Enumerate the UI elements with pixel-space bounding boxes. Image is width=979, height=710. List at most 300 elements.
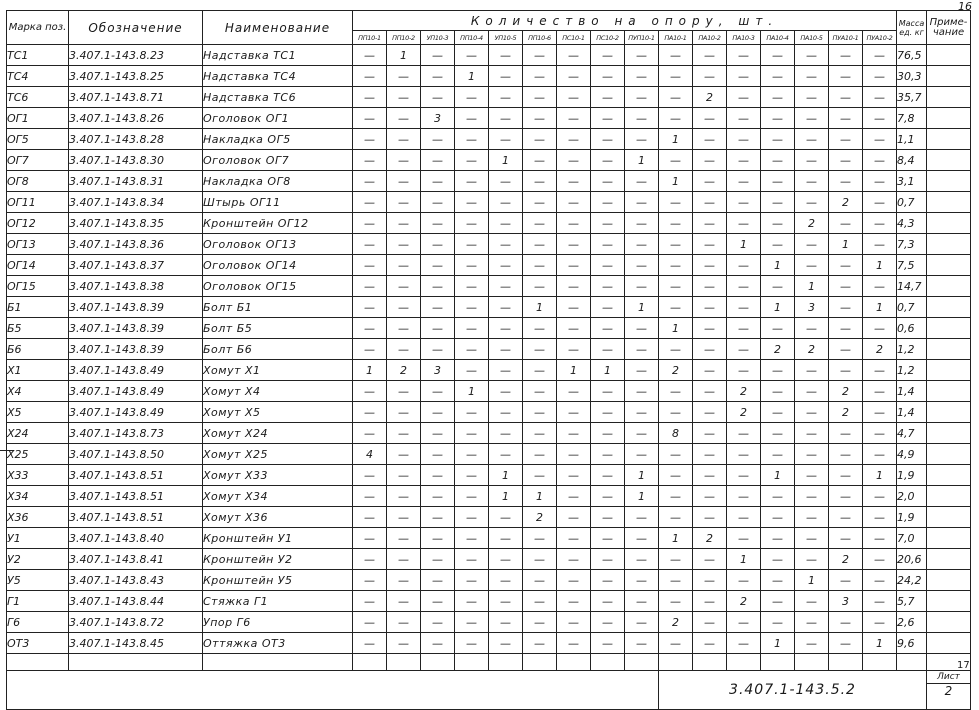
cell-name: Хомут Х1 (203, 360, 353, 381)
cell-quantity: — (387, 465, 421, 486)
cell-mass: 1,2 (897, 339, 927, 360)
cell-designation: 3.407.1-143.8.38 (69, 276, 203, 297)
cell-quantity: — (387, 549, 421, 570)
cell-designation: 3.407.1-143.8.72 (69, 612, 203, 633)
cell-quantity: — (625, 87, 659, 108)
cell-quantity: — (795, 360, 829, 381)
cell-quantity: — (353, 234, 387, 255)
cell-quantity: — (421, 87, 455, 108)
cell-note (927, 129, 971, 150)
header-support: ПА10-5 (795, 31, 829, 45)
header-support: УП10-5 (489, 31, 523, 45)
cell-quantity: — (557, 444, 591, 465)
cell-quantity: — (353, 528, 387, 549)
cell-quantity: 1 (625, 465, 659, 486)
cell-quantity: — (353, 507, 387, 528)
cell-quantity: — (455, 45, 489, 66)
cell-quantity: — (353, 423, 387, 444)
cell-quantity: — (523, 129, 557, 150)
cell-quantity: — (829, 87, 863, 108)
cell-quantity: 1 (659, 528, 693, 549)
cell-quantity: — (523, 234, 557, 255)
cell-note (927, 66, 971, 87)
cell-quantity: — (829, 360, 863, 381)
cell-designation: 3.407.1-143.8.71 (69, 87, 203, 108)
cell-mass: 0,6 (897, 318, 927, 339)
cell-note (927, 87, 971, 108)
table-row (7, 108, 971, 129)
cell-quantity: — (693, 465, 727, 486)
cell-quantity: 1 (761, 297, 795, 318)
cell-quantity: — (761, 402, 795, 423)
cell-quantity: — (829, 45, 863, 66)
header-support: ПУА10-2 (863, 31, 897, 45)
document-code: 3.407.1-143.5.2 (659, 671, 927, 710)
cell-quantity: 1 (829, 234, 863, 255)
cell-mass: 4,7 (897, 423, 927, 444)
cell-mark: ТС4 (7, 66, 69, 87)
cell-mark: ТС1 (7, 45, 69, 66)
cell-quantity: — (489, 444, 523, 465)
cell-quantity: 8 (659, 423, 693, 444)
cell-quantity: — (625, 66, 659, 87)
cell-designation: 3.407.1-143.8.35 (69, 213, 203, 234)
cell-quantity: 2 (795, 213, 829, 234)
cell-quantity: — (387, 150, 421, 171)
cell-name: Хомут Х36 (203, 507, 353, 528)
cell-quantity: — (693, 255, 727, 276)
cell-quantity: — (455, 633, 489, 654)
cell-quantity: — (455, 360, 489, 381)
cell-quantity: — (387, 570, 421, 591)
cell-quantity: — (795, 444, 829, 465)
cell-designation: 3.407.1-143.8.25 (69, 66, 203, 87)
cell-quantity: — (727, 339, 761, 360)
cell-quantity: — (659, 402, 693, 423)
cell-quantity: 2 (659, 360, 693, 381)
cell-note (927, 339, 971, 360)
cell-quantity: — (625, 45, 659, 66)
cell-note (927, 591, 971, 612)
header-quantity: Количество на опору, шт. (353, 11, 897, 31)
cell-quantity: — (387, 171, 421, 192)
cell-quantity: — (523, 591, 557, 612)
cell-quantity: — (693, 150, 727, 171)
cell-quantity: — (863, 570, 897, 591)
cell-quantity: — (489, 507, 523, 528)
cell-quantity: — (863, 66, 897, 87)
cell-quantity: — (591, 444, 625, 465)
table-row (7, 171, 971, 192)
specification-table (6, 10, 971, 710)
cell-designation: 3.407.1-143.8.43 (69, 570, 203, 591)
cell-note (927, 213, 971, 234)
cell-quantity: 1 (659, 318, 693, 339)
cell-quantity: — (795, 318, 829, 339)
cell-quantity: — (829, 486, 863, 507)
cell-quantity: — (591, 570, 625, 591)
cell-quantity: — (353, 612, 387, 633)
cell-quantity: 1 (659, 129, 693, 150)
table-row (7, 129, 971, 150)
cell-note (927, 444, 971, 465)
cell-designation: 3.407.1-143.8.49 (69, 360, 203, 381)
cell-quantity: — (557, 171, 591, 192)
cell-quantity: — (387, 423, 421, 444)
header-support: ПУП10-1 (625, 31, 659, 45)
cell-quantity: — (625, 171, 659, 192)
cell-quantity: — (489, 633, 523, 654)
cell-quantity: 1 (591, 360, 625, 381)
cell-designation: 3.407.1-143.8.26 (69, 108, 203, 129)
cell-quantity: — (659, 339, 693, 360)
cell-quantity: — (727, 297, 761, 318)
cell-quantity: — (591, 234, 625, 255)
cell-quantity: — (795, 255, 829, 276)
cell-quantity: — (523, 150, 557, 171)
cell-quantity: — (489, 108, 523, 129)
cell-quantity: — (659, 381, 693, 402)
cell-quantity: — (455, 192, 489, 213)
cell-quantity: — (591, 66, 625, 87)
cell-designation: 3.407.1-143.8.49 (69, 402, 203, 423)
cell-designation: 3.407.1-143.8.51 (69, 507, 203, 528)
cell-quantity: 1 (523, 297, 557, 318)
cell-mass: 0,7 (897, 192, 927, 213)
cell-quantity: — (727, 318, 761, 339)
cell-quantity: — (863, 87, 897, 108)
cell-quantity: — (489, 171, 523, 192)
cell-quantity: — (761, 66, 795, 87)
cell-quantity: — (455, 171, 489, 192)
cell-quantity: — (523, 171, 557, 192)
cell-quantity: 2 (523, 507, 557, 528)
cell-quantity: — (693, 507, 727, 528)
cell-quantity: 2 (795, 339, 829, 360)
cell-quantity: — (489, 66, 523, 87)
cell-name: Накладка ОГ8 (203, 171, 353, 192)
cell-quantity: 1 (795, 276, 829, 297)
cell-quantity: — (455, 444, 489, 465)
cell-note (927, 570, 971, 591)
table-row (7, 612, 971, 633)
cell-quantity: — (523, 339, 557, 360)
cell-designation: 3.407.1-143.8.51 (69, 465, 203, 486)
cell-quantity: — (727, 255, 761, 276)
cell-quantity: — (693, 318, 727, 339)
cell-quantity: — (523, 213, 557, 234)
cell-mark: Х4 (7, 381, 69, 402)
cell-quantity: 2 (727, 381, 761, 402)
cell-quantity: — (387, 234, 421, 255)
cell-quantity: — (489, 381, 523, 402)
cell-quantity: — (387, 87, 421, 108)
cell-quantity: — (761, 129, 795, 150)
cell-quantity: — (829, 339, 863, 360)
cell-quantity: — (455, 234, 489, 255)
cell-quantity: — (591, 318, 625, 339)
cell-quantity: — (421, 465, 455, 486)
cell-quantity: — (455, 87, 489, 108)
cell-quantity: 1 (625, 486, 659, 507)
cell-quantity: — (591, 465, 625, 486)
cell-quantity: — (421, 486, 455, 507)
cell-quantity: — (489, 318, 523, 339)
cell-quantity: — (557, 213, 591, 234)
cell-name: Надставка ТС4 (203, 66, 353, 87)
cell-name: Оголовок ОГ7 (203, 150, 353, 171)
cell-quantity: — (421, 234, 455, 255)
cell-quantity: — (863, 549, 897, 570)
cell-quantity: — (693, 171, 727, 192)
cell-quantity: — (693, 423, 727, 444)
cell-quantity: — (863, 171, 897, 192)
header-support: ПА10-3 (727, 31, 761, 45)
cell-quantity: — (625, 276, 659, 297)
cell-quantity: — (659, 486, 693, 507)
cell-quantity: — (795, 66, 829, 87)
cell-quantity: — (693, 591, 727, 612)
cell-mass: 0,7 (897, 297, 927, 318)
cell-quantity: — (761, 381, 795, 402)
cell-quantity: — (387, 108, 421, 129)
cell-quantity: — (795, 423, 829, 444)
cell-quantity: — (353, 255, 387, 276)
cell-quantity: — (489, 234, 523, 255)
cell-quantity: — (455, 507, 489, 528)
cell-note (927, 381, 971, 402)
cell-designation: 3.407.1-143.8.36 (69, 234, 203, 255)
cell-name: Хомут Х24 (203, 423, 353, 444)
cell-quantity: — (591, 486, 625, 507)
cell-quantity: — (761, 45, 795, 66)
header-designation: Обозначение (69, 11, 203, 45)
cell-quantity: — (591, 423, 625, 444)
cell-quantity: — (421, 444, 455, 465)
cell-quantity: — (863, 612, 897, 633)
cell-quantity: — (761, 192, 795, 213)
cell-quantity: — (795, 192, 829, 213)
cell-mass: 7,5 (897, 255, 927, 276)
cell-note (927, 255, 971, 276)
cell-quantity: — (523, 423, 557, 444)
cell-mass: 4,9 (897, 444, 927, 465)
table-row (7, 192, 971, 213)
cell-quantity: — (693, 360, 727, 381)
cell-mass: 1,4 (897, 402, 927, 423)
cell-quantity: 2 (863, 339, 897, 360)
cell-quantity: — (557, 297, 591, 318)
cell-quantity: — (625, 339, 659, 360)
cell-mass: 14,7 (897, 276, 927, 297)
cell-name: Хомут Х5 (203, 402, 353, 423)
cell-quantity: — (455, 402, 489, 423)
cell-quantity: — (557, 234, 591, 255)
cell-quantity: — (387, 318, 421, 339)
cell-quantity: 1 (863, 633, 897, 654)
cell-quantity: — (353, 45, 387, 66)
cell-quantity: — (455, 108, 489, 129)
cell-quantity: — (693, 402, 727, 423)
cell-quantity: — (387, 612, 421, 633)
cell-name: Оголовок ОГ1 (203, 108, 353, 129)
cell-name: Оголовок ОГ15 (203, 276, 353, 297)
cell-quantity: — (863, 129, 897, 150)
cell-quantity: — (829, 318, 863, 339)
cell-mark: Х33 (7, 465, 69, 486)
cell-quantity: — (421, 192, 455, 213)
cell-quantity: — (557, 339, 591, 360)
cell-quantity: — (625, 528, 659, 549)
cell-quantity: — (421, 297, 455, 318)
table-row (7, 339, 971, 360)
cell-quantity: — (795, 45, 829, 66)
table-row (7, 360, 971, 381)
header-support: УП10-3 (421, 31, 455, 45)
cell-name: Хомут Х4 (203, 381, 353, 402)
cell-quantity: 2 (693, 528, 727, 549)
cell-quantity: — (557, 129, 591, 150)
sheet-number: 2 (944, 684, 953, 698)
cell-quantity: — (523, 381, 557, 402)
table-row (7, 150, 971, 171)
cell-quantity: — (795, 549, 829, 570)
cell-quantity: — (489, 129, 523, 150)
cell-quantity: 2 (761, 339, 795, 360)
cell-designation: 3.407.1-143.8.39 (69, 339, 203, 360)
cell-quantity: — (523, 192, 557, 213)
cell-mark: У2 (7, 549, 69, 570)
cell-note (927, 192, 971, 213)
cell-quantity: — (489, 591, 523, 612)
cell-quantity: — (625, 318, 659, 339)
cell-quantity: — (387, 486, 421, 507)
cell-quantity: — (693, 108, 727, 129)
cell-quantity: 1 (489, 486, 523, 507)
cell-designation: 3.407.1-143.8.31 (69, 171, 203, 192)
table-row (7, 45, 971, 66)
cell-quantity: 1 (761, 633, 795, 654)
cell-quantity: — (761, 444, 795, 465)
cell-quantity: — (761, 507, 795, 528)
cell-quantity: — (387, 402, 421, 423)
cell-quantity: — (489, 423, 523, 444)
table-row (7, 276, 971, 297)
cell-quantity: — (727, 87, 761, 108)
cell-quantity: — (489, 87, 523, 108)
cell-quantity: — (761, 486, 795, 507)
cell-quantity: — (523, 45, 557, 66)
cell-quantity: — (795, 234, 829, 255)
cell-quantity: — (523, 612, 557, 633)
cell-quantity: — (421, 423, 455, 444)
header-mark: Марка поз. (7, 11, 69, 45)
cell-quantity: — (727, 129, 761, 150)
cell-mass: 2,6 (897, 612, 927, 633)
cell-quantity: — (727, 150, 761, 171)
cell-quantity: 2 (693, 87, 727, 108)
cell-quantity: 1 (727, 549, 761, 570)
cell-quantity: — (863, 234, 897, 255)
cell-quantity: — (829, 276, 863, 297)
cell-designation: 3.407.1-143.8.44 (69, 591, 203, 612)
cell-mark: ОГ8 (7, 171, 69, 192)
cell-quantity: — (829, 507, 863, 528)
cell-quantity: — (387, 213, 421, 234)
cell-note (927, 234, 971, 255)
cell-mark: ОГ13 (7, 234, 69, 255)
page-number-bottom: 17 (957, 660, 970, 671)
cell-quantity: — (863, 402, 897, 423)
cell-name: Стяжка Г1 (203, 591, 353, 612)
cell-designation: 3.407.1-143.8.28 (69, 129, 203, 150)
cell-quantity: — (829, 465, 863, 486)
cell-quantity: — (489, 402, 523, 423)
header-support: ПП10-6 (523, 31, 557, 45)
cell-mark: Х5 (7, 402, 69, 423)
cell-quantity: — (795, 402, 829, 423)
cell-quantity: 1 (625, 297, 659, 318)
cell-quantity: — (557, 255, 591, 276)
cell-quantity: — (761, 318, 795, 339)
cell-mark: Б1 (7, 297, 69, 318)
cell-quantity: — (591, 297, 625, 318)
cell-mass: 1,2 (897, 360, 927, 381)
cell-quantity: — (489, 339, 523, 360)
cell-quantity: — (693, 66, 727, 87)
cell-quantity: — (761, 234, 795, 255)
cell-quantity: — (557, 507, 591, 528)
cell-quantity: 1 (557, 360, 591, 381)
cell-mark: ОГ12 (7, 213, 69, 234)
cell-quantity: — (727, 633, 761, 654)
cell-quantity: — (761, 549, 795, 570)
cell-quantity: — (557, 570, 591, 591)
cell-quantity: — (557, 549, 591, 570)
cell-quantity: 1 (455, 66, 489, 87)
cell-mark: Г1 (7, 591, 69, 612)
cell-quantity: — (557, 87, 591, 108)
cell-mark: Х1 (7, 360, 69, 381)
cell-name: Надставка ТС6 (203, 87, 353, 108)
cell-quantity: — (591, 528, 625, 549)
cell-designation: 3.407.1-143.8.45 (69, 633, 203, 654)
cell-quantity: — (829, 612, 863, 633)
cell-quantity: — (727, 528, 761, 549)
cell-quantity: — (591, 633, 625, 654)
cell-name: Оголовок ОГ14 (203, 255, 353, 276)
cell-name: Оголовок ОГ13 (203, 234, 353, 255)
cell-quantity: — (387, 444, 421, 465)
cell-quantity: — (795, 612, 829, 633)
cell-quantity: — (421, 171, 455, 192)
cell-quantity: — (353, 66, 387, 87)
cell-quantity: 2 (829, 402, 863, 423)
table-row (7, 213, 971, 234)
cell-quantity: — (421, 612, 455, 633)
cell-quantity: — (591, 192, 625, 213)
cell-quantity: — (523, 444, 557, 465)
cell-note (927, 486, 971, 507)
cell-quantity: — (421, 318, 455, 339)
cell-quantity: — (693, 234, 727, 255)
cell-quantity: — (625, 108, 659, 129)
cell-quantity: — (353, 108, 387, 129)
cell-quantity: — (625, 507, 659, 528)
cell-quantity: — (421, 402, 455, 423)
cell-quantity: 2 (727, 402, 761, 423)
cell-quantity: — (353, 171, 387, 192)
